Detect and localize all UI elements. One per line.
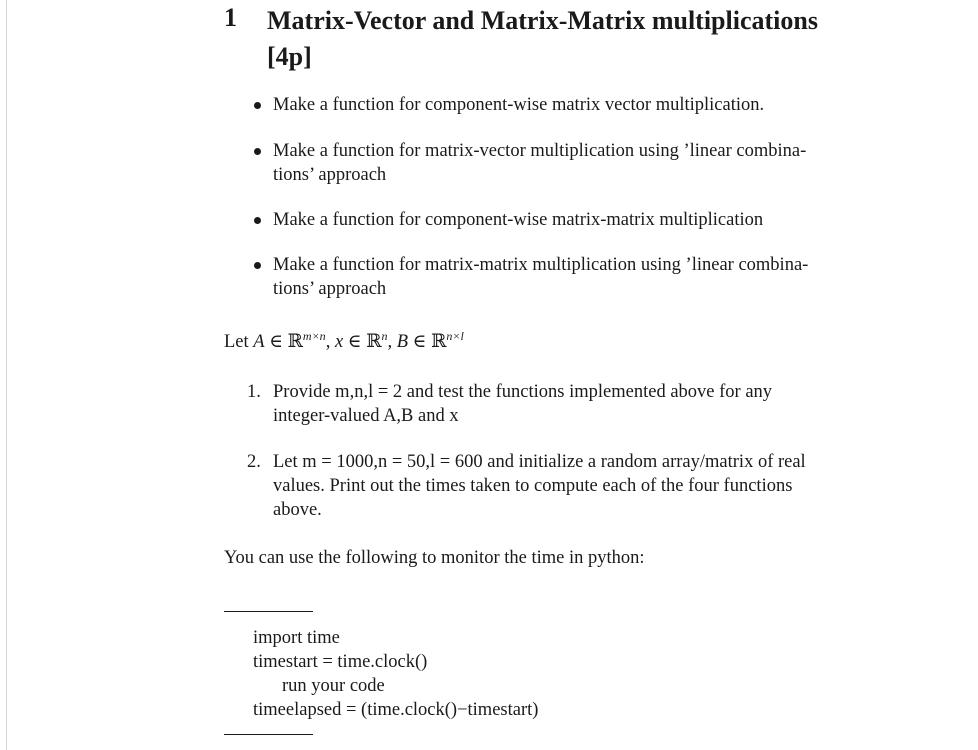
task-text: Let m = 1000,n = 50,l = 600 and initialize a random array/matrix of real values. Print out the times taken to compute each of the four functions above. xyxy=(273,452,806,520)
list-item-text: Make a function for component-wise matrix-matrix multiplication xyxy=(273,210,764,230)
bullet-icon xyxy=(254,102,261,109)
section-title-line-1: Matrix-Vector and Matrix-Matrix multiplications xyxy=(267,6,818,35)
list-item-text: Make a function for component-wise matrix vector multiplication. xyxy=(273,95,765,115)
code-top-rule xyxy=(224,611,313,612)
bullet-icon xyxy=(254,217,261,224)
list-item-text: Make a function for matrix-vector multiplication using ’linear combina- tions’ approach xyxy=(273,141,807,185)
code-line-timeelapsed: timeelapsed = (time.clock()−timestart) xyxy=(253,700,539,720)
code-bottom-rule xyxy=(224,734,313,735)
code-line-import: import time xyxy=(253,628,340,648)
section-title xyxy=(267,3,907,75)
bullet-icon xyxy=(254,262,261,269)
list-item-text: Make a function for matrix-matrix multiplication using ’linear combina- tions’ approach xyxy=(273,255,809,299)
definition-line: Let A ∈ ℝ$^{m\times n}$, x ∈ ℝ$^n$, B ∈ ℝ$^{n\times l}$ xyxy=(224,329,464,352)
code-line-timestart: timestart = time.clock() xyxy=(253,652,428,672)
section-number: 1 xyxy=(224,3,237,32)
task-number: 1. xyxy=(247,382,261,402)
section-title-line-2: [4p] xyxy=(267,42,312,71)
task-number: 2. xyxy=(247,452,261,472)
bullet-icon xyxy=(254,148,261,155)
task-text: Provide m,n,l = 2 and test the functions implemented above for any integer-valued A,B and x xyxy=(273,382,773,426)
timing-note: You can use the following to monitor the time in python: xyxy=(224,548,645,568)
code-line-run: run your code xyxy=(282,676,385,696)
